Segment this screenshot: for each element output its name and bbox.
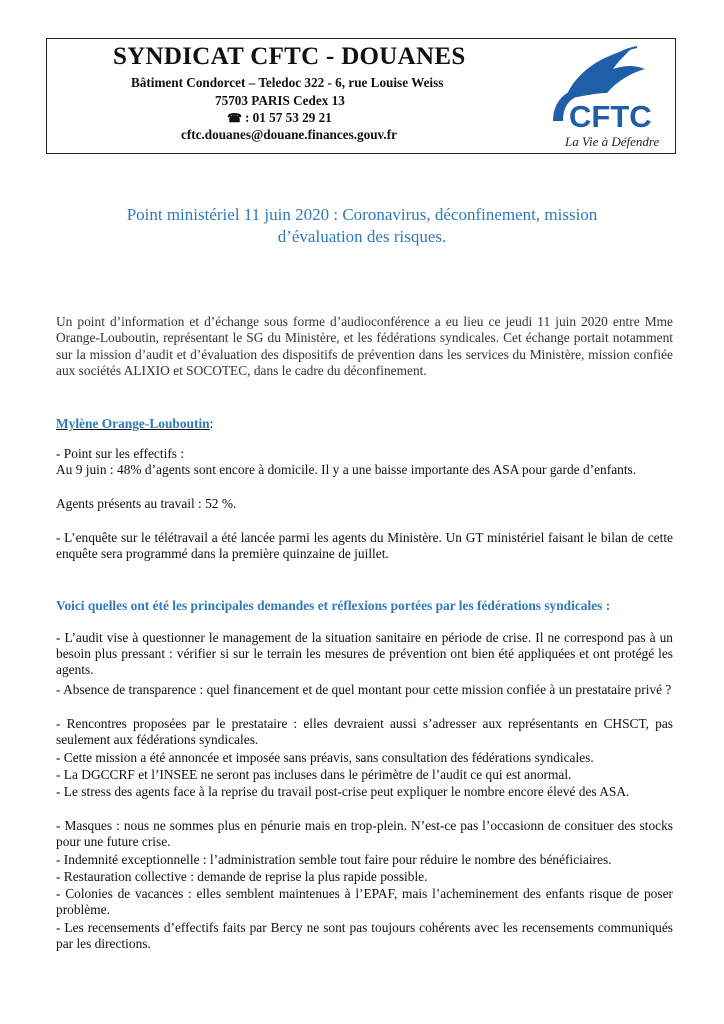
phone-icon: ☎ xyxy=(227,111,242,125)
point-7: - Masques : nous ne sommes plus en pénurie mais en trop-plein. N’est-ce pas l’occasionn de consituer des stocks pour une future crise. xyxy=(56,818,673,849)
effectifs-heading: - Point sur les effectifs : xyxy=(56,446,185,461)
email-address: cftc.douanes@douane.finances.gouv.fr xyxy=(181,127,397,142)
point-8: - Indemnité exceptionnelle : l’administration semble tout faire pour réduire le nombre des bénéficiaires. xyxy=(56,852,612,867)
effectifs-present: Agents présents au travail : 52 %. xyxy=(56,496,237,511)
federations-heading: Voici quelles ont été les principales demandes et réflexions portées par les fédérations syndicales : xyxy=(56,598,611,613)
address-line-2: 75703 PARIS Cedex 13 xyxy=(215,93,345,108)
logo-tagline: La Vie à Défendre xyxy=(565,134,660,149)
title-line-1: Point ministériel 11 juin 2020 : Coronavirus, déconfinement, mission xyxy=(126,205,598,224)
organization-name: SYNDICAT CFTC - DOUANES xyxy=(113,43,466,70)
enquete-paragraph: - L’enquête sur le télétravail a été lancée parmi les agents du Ministère. Un GT ministériel faisant le bilan de cette enquête sera programmé dans la première quinzaine de juillet. xyxy=(56,530,673,562)
intro-paragraph: Un point d’information et d’échange sous forme d’audioconférence a eu lieu ce jeudi 11 juin 2020 entre Mme Orange-Louboutin, représentant le SG du Ministère, et les fédérations syndicales. Cet échange portait notamment sur la mission d’audit et d’évaluation des dispositifs de prévention dans les services du Ministère, mission confiée aux sociétés ALIXIO et SOCOTEC, dans le cadre du déconfinement. xyxy=(56,314,673,378)
logo-text: CFTC xyxy=(569,99,652,134)
point-11: - Les recensements d’effectifs faits par Bercy ne sont pas toujours cohérents avec les recensements communiqués par les directions. xyxy=(56,920,673,951)
document-title xyxy=(60,204,664,248)
speaker-name: Mylène Orange-Louboutin xyxy=(56,416,210,431)
point-2: - Absence de transparence : quel financement et de quel montant pour cette mission confiée à un prestataire privé ? xyxy=(56,682,672,697)
speaker-heading xyxy=(56,416,673,432)
point-6: - Le stress des agents face à la reprise du travail post-crise peut expliquer le nombre encore élevé des ASA. xyxy=(56,784,630,799)
title-line-2: d’évaluation des risques. xyxy=(277,227,447,246)
point-1: - L’audit vise à questionner le management de la situation sanitaire en période de crise. Il ne correspond pas à un besoin plus pressant : vérifier si sur le terrain les mesures de prévention ont bien été appliquées et ont protégé les agents. xyxy=(56,630,673,677)
phone-line xyxy=(227,110,332,126)
point-5: - La DGCCRF et l’INSEE ne seront pas incluses dans le périmètre de l’audit ce qui est anormal. xyxy=(56,767,572,782)
point-3: - Rencontres proposées par le prestataire : elles devraient aussi s’adresser aux représentants en CHSCT, pas seulement aux fédérations syndicales. xyxy=(56,716,673,747)
effectifs-detail: Au 9 juin : 48% d’agents sont encore à domicile. Il y a une baisse importante des ASA pour garde d’enfants. xyxy=(56,462,637,477)
cftc-logo xyxy=(513,43,673,151)
point-4: - Cette mission a été annoncée et imposée sans préavis, sans consultation des fédérations syndicales. xyxy=(56,750,594,765)
point-9: - Restauration collective : demande de reprise la plus rapide possible. xyxy=(56,869,428,884)
speaker-colon: : xyxy=(209,416,214,431)
address-line-1: Bâtiment Condorcet – Teledoc 322 - 6, rue Louise Weiss xyxy=(131,75,444,90)
phone-number: : 01 57 53 29 21 xyxy=(244,110,332,125)
point-10: - Colonies de vacances : elles semblent maintenues à l’EPAF, mais l’acheminement des enfants risque de poser problème. xyxy=(56,886,673,917)
letterhead xyxy=(46,38,676,154)
